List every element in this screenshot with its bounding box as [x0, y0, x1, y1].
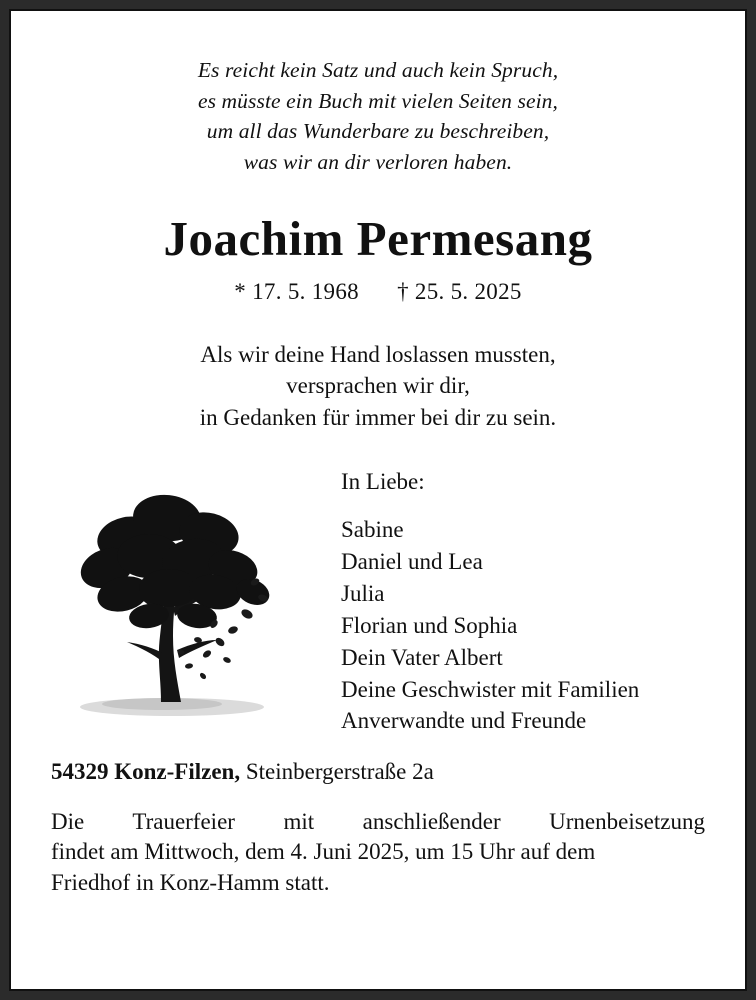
- poem-block: [51, 55, 705, 177]
- address-place: 54329 Konz-Filzen,: [51, 758, 241, 784]
- family-member: Julia: [341, 580, 385, 606]
- verse-line-1: Als wir deine Hand loslassen mussten,: [200, 341, 556, 367]
- funeral-details-line-2: findet am Mittwoch, dem 4. Juni 2025, um 15 Uhr auf dem: [51, 839, 596, 865]
- family-member: Florian und Sophia: [341, 612, 518, 638]
- funeral-details: [51, 807, 705, 899]
- verse-line-2: versprachen wir dir,: [286, 373, 470, 399]
- family-member: Daniel und Lea: [341, 548, 483, 574]
- middle-section: [51, 456, 705, 751]
- verse-line-3: in Gedanken für immer bei dir zu sein.: [199, 404, 557, 430]
- funeral-details-line-1: Die Trauerfeier mit anschließender Urnenbeisetzung: [51, 808, 705, 834]
- life-dates: [51, 279, 705, 305]
- tree-icon: [57, 464, 312, 734]
- obituary-inner-frame: [9, 9, 747, 991]
- family-intro: In Liebe:: [341, 468, 425, 494]
- poem-line-2: es müsste ein Buch mit vielen Seiten sein,: [197, 88, 559, 113]
- family-list: [341, 466, 639, 738]
- deceased-name: Joachim Permesang: [163, 211, 593, 267]
- family-member: Dein Vater Albert: [341, 644, 503, 670]
- poem-line-4: was wir an dir verloren haben.: [243, 149, 513, 174]
- address-street: Steinbergerstraße 2a: [240, 758, 434, 784]
- family-member: Sabine: [341, 516, 404, 542]
- death-date: † 25. 5. 2025: [397, 278, 522, 304]
- poem-line-1: Es reicht kein Satz und auch kein Spruch,: [197, 58, 559, 82]
- address-line: [51, 759, 705, 785]
- verse-block: [51, 339, 705, 434]
- poem-line-3: um all das Wunderbare zu beschreiben,: [206, 119, 550, 144]
- family-member: Deine Geschwister mit Familien: [341, 676, 640, 702]
- funeral-details-line-3: Friedhof in Konz-Hamm statt.: [51, 869, 330, 895]
- birth-date: * 17. 5. 1968: [234, 278, 359, 304]
- family-member: Anverwandte und Freunde: [341, 708, 587, 734]
